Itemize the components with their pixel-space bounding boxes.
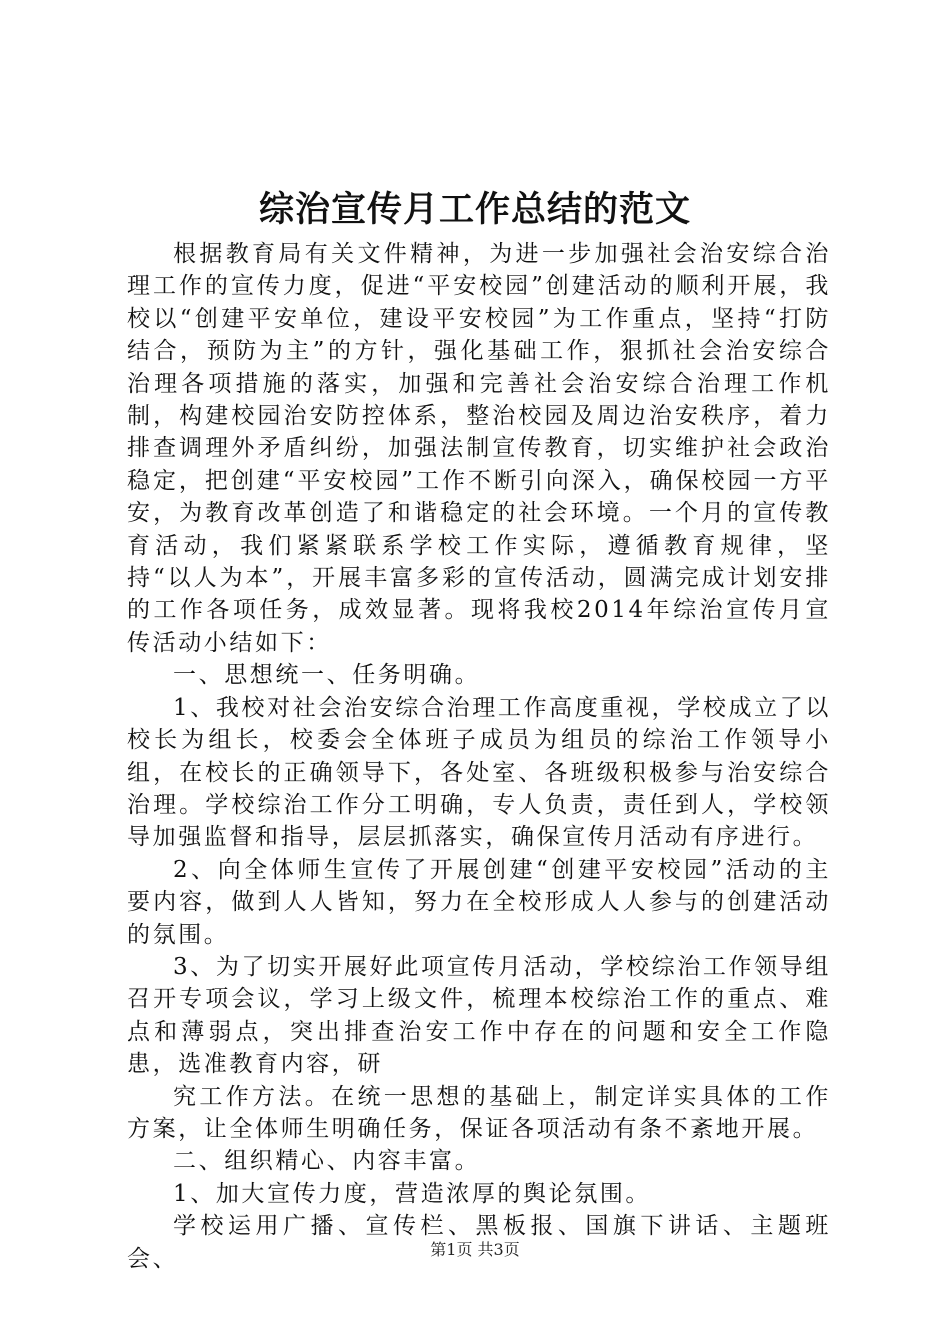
paragraph-item-2: 2、向全体师生宣传了开展创建“创建平安校园”活动的主要内容，做到人人皆知，努力在全校形成人人参与的创建活动的氛围。	[127, 856, 831, 948]
paragraph-item-1: 1、我校对社会治安综合治理工作高度重视，学校成立了以校长为组长，校委会全体班子成员为组员的综治工作领导小组，在校长的正确领导下，各处室、各班级积极参与治安综合治理。学校综治工作分工明确，专人负责，责任到人，学校领导加强监督和指导，层层抓落实，确保宣传月活动有序进行。	[127, 694, 831, 851]
paragraph-item-3-continued: 究工作方法。在统一思想的基础上，制定详实具体的工作方案，让全体师生明确任务，保证各项活动有条不紊地开展。	[127, 1083, 831, 1142]
section-heading-2: 二、组织精心、内容丰富。	[173, 1148, 481, 1175]
document-title: 综治宣传月工作总结的范文	[258, 189, 691, 230]
paragraph-publicity: 学校运用广播、宣传栏、黑板报、国旗下讲话、主题班会、	[127, 1213, 831, 1272]
section-heading-1: 一、思想统一、任务明确。	[173, 662, 481, 689]
paragraph-intro: 根据教育局有关文件精神，为进一步加强社会治安综合治理工作的宣传力度，促进“平安校园”创建活动的顺利开展，我校以“创建平安单位，建设平安校园”为工作重点，坚持“打防结合，预防为主”的方针，强化基础工作，狠抓社会治安综合治理各项措施的落实，加强和完善社会治安综合治理工作机制，构建校园治安防控体系，整治校园及周边治安秩序，着力排查调理外矛盾纠纷，加强法制宣传教育，切实维护社会政治稳定，把创建“平安校园”工作不断引向深入，确保校园一方平安，为教育改革创造了和谐稳定的社会环境。一个月的宣传教育活动，我们紧紧联系学校工作实际，遵循教育规律，坚持“以人为本”，开展丰富多彩的宣传活动，圆满完成计划安排的工作各项任务，成效显著。现将我校2014年综治宣传月宣传活动小结如下：	[127, 241, 831, 656]
page-number: 第1页 共3页	[430, 1240, 520, 1259]
paragraph-item-3: 3、为了切实开展好此项宣传月活动，学校综治工作领导组召开专项会议，学习上级文件，梳理本校综治工作的重点、难点和薄弱点，突出排查治安工作中存在的问题和安全工作隐患，选准教育内容，研	[127, 953, 831, 1078]
document-body	[127, 238, 831, 1275]
paragraph-subheading-1: 1、加大宣传力度，营造浓厚的舆论氛围。	[173, 1180, 652, 1207]
